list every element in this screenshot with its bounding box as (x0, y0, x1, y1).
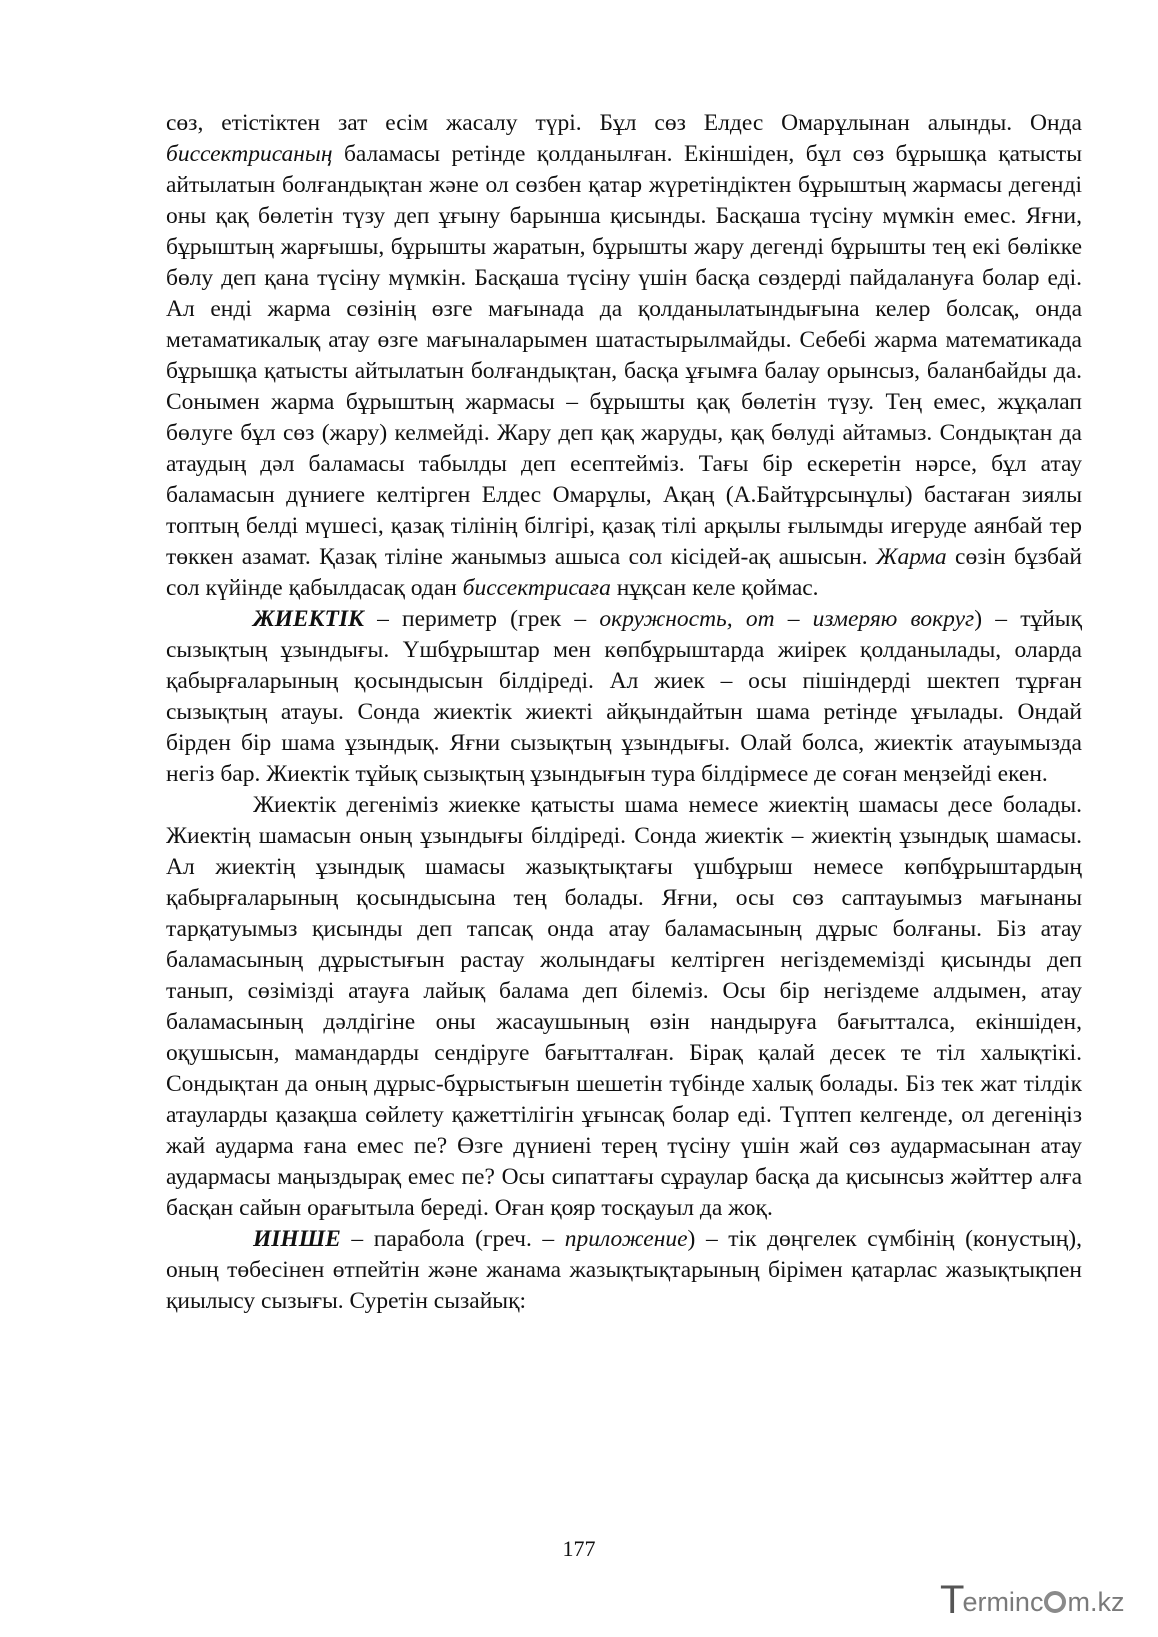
text-run: сөз, етістіктен зат есім жасалу түрі. Бұл сөз Елдес Омарұлынан алынды. Онда (166, 110, 1082, 136)
italic-term: биссектрисаға (462, 575, 611, 601)
text-run: ) – тік дөңгелек сүмбінің (конустың), оның төбесінен өтпейтін және жанама жазықтықтарының бірімен қатарлас жазықтықпен қиылысу сызығы. Суретін сызайық: (166, 1226, 1082, 1314)
paragraph-zharma (166, 108, 1082, 604)
watermark-letter: T (940, 1577, 965, 1622)
text-run: нұқсан келе қоймас. (610, 575, 819, 601)
paragraph-zhiektik-discussion (166, 790, 1082, 1224)
italic-term: Жарма (876, 544, 947, 570)
text-run: сөзін бұзбай сол күйінде қабылдасақ одан (166, 544, 1082, 601)
italic-term: биссектрисаның (166, 141, 333, 167)
text-run: – периметр (грек – (363, 606, 600, 632)
page-number: 177 (562, 1536, 596, 1561)
italic-term: приложение (564, 1226, 688, 1252)
ring-icon (1044, 1591, 1066, 1613)
paragraph-iinshe (166, 1224, 1082, 1317)
termincom-watermark (940, 1577, 1140, 1622)
text-run: баламасы ретінде қолданылған. Екіншіден, бұл сөз бұрышқа қатысты айтылатын болғандықтан және ол сөзбен қатар жүретіндіктен бұрыштың жармасы дегенді оны қақ бөлетін түзу деп ұғыну барынша қисынды. Басқаша түсіну мүмкін емес. Яғни, бұрыштың жарғышы, бұрышты жаратын, бұрышты жару дегенді бұрышты тең екі бөлікке бөлу деп қана түсіну мүмкін. Басқаша түсіну үшін басқа сөздерді пайдалануға болар еді. Ал енді жарма сөзінің өзге мағынада да қолданылатындығына келер болсақ, онда метаматикалық атау өзге мағыналарымен шатастырылмайды. Себебі жарма математикада бұрышқа қатысты айтылатын болғандықтан, басқа ұғымға балау орынсыз, баланбайды да. Сонымен жарма бұрыштың жармасы – бұрышты қақ бөлетін түзу. Тең емес, жұқалап бөлуге бұл сөз (жару) келмейді. Жару деп қақ жаруды, қақ бөлуді айтамыз. Сондықтан да атаудың дәл баламасы табылды деп есептейміз. Тағы бір ескеретін нәрсе, бұл атау баламасын дүниеге келтірген Елдес Омарұлы, Ақаң (А.Байтұрсынұлы) бастаған зиялы топтың белді мүшесі, қазақ тілінің білгірі, қазақ тілі арқылы ғылымды игеруде аянбай тер төккен азамат. Қазақ тіліне жанымыз ашыса сол кісідей-ақ ашысын. (166, 141, 1082, 570)
paragraph-zhiektik (166, 604, 1082, 790)
watermark-text: erminc (962, 1586, 1044, 1617)
text-run: Жиектік дегеніміз жиекке қатысты шама немесе жиектің шамасы десе болады. Жиектің шамасын оның ұзындығы білдіреді. Сонда жиектік – жиектің ұзындық шамасы. Ал жиектің ұзындық шамасы жазықтықтағы үшбұрыш немесе көпбұрыштардың қабырғаларының қосындысына тең болады. Яғни, осы сөз саптауымыз мағынаны тарқатуымыз қисынды деп тапсақ онда атау баламасының дұрыс болғаны. Біз атау баламасының дұрыстығын растау жолындағы келтірген негіздемемізді қисынды деп танып, сөзімізді атауға лайық балама деп білеміз. Осы бір негіздеме алдымен, атау баламасының дәлдігіне оны жасаушының өзін нандыруға бағытталса, екіншіден, оқушысын, мамандарды сендіруге бағытталған. Бірақ қалай десек те тіл халықтікі. Сондықтан да оның дұрыс-бұрыстығын шешетін түбінде халық болады. Біз тек жат тілдік атауларды қазақша сөйлету қажеттілігін ұғынсақ болар еді. Түптеп келгенде, ол дегеніңіз жай аударма ғана емес пе? Өзге дүниені терең түсіну үшін жай сөз аудармасынан атау аудармасы маңыздырақ емес пе? Осы сипаттағы сұраулар басқа да қисынсыз жәйттер алға басқан сайын орағытыла береді. Оған қояр тосқауыл да жоқ. (166, 792, 1082, 1221)
text-run: – парабола (греч. – (340, 1226, 565, 1252)
text-run: ) – тұйық сызықтың ұзындығы. Үшбұрыштар мен көпбұрыштарда жиірек қолданылады, оларда қабырғаларының қосындысын білдіреді. Ал жиек – осы пішіндерді шектеп тұрған сызықтың атауы. Сонда жиектік жиекті айқындайтын шама ретінде ұғылады. Ондай бірден бір шама ұзындық. Яғни сызықтың ұзындығы. Олай болса, жиектік атауымызда негіз бар. Жиектік тұйық сызықтың ұзындығын тура білдірмесе де соған меңзейді екен. (166, 606, 1082, 787)
entry-term: ИІНШЕ (253, 1226, 341, 1252)
watermark-text: m.kz (1067, 1586, 1125, 1617)
page-body (166, 108, 1082, 1317)
entry-term: ЖИЕКТІК (253, 606, 364, 632)
italic-term: окружность, от – измеряю вокруг (599, 606, 975, 632)
